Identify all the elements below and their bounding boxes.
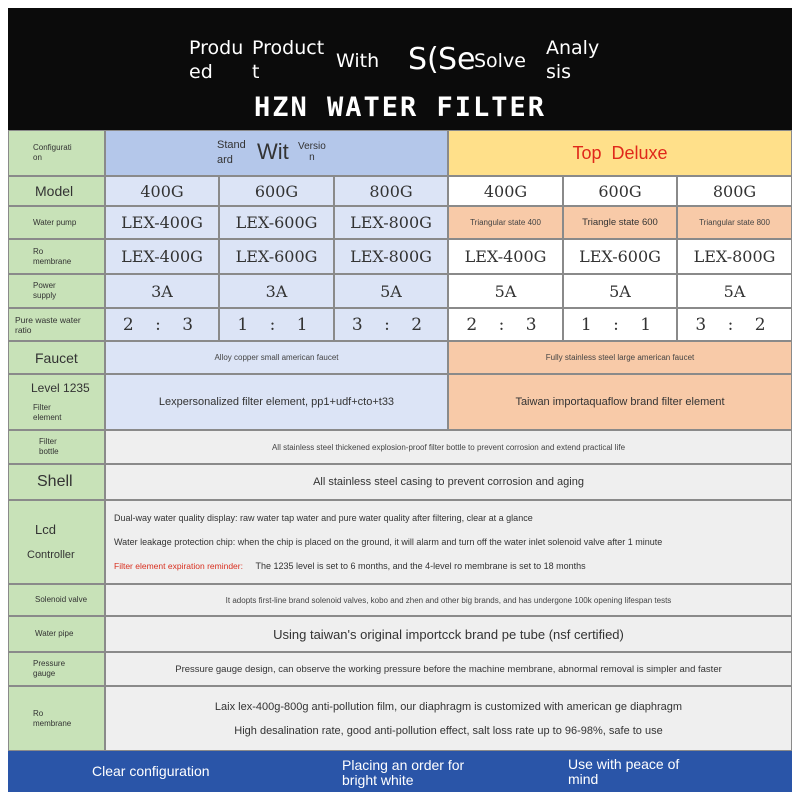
- water-pump-value: LEX-800G: [334, 206, 448, 239]
- model-value: 800G: [677, 176, 792, 206]
- power-supply-value: 5A: [563, 274, 677, 308]
- model-value: 400G: [105, 176, 219, 206]
- label-filter-bottle: Filter bottle: [8, 430, 105, 464]
- footer-banner: [8, 751, 792, 792]
- label-waste-water-ratio: Pure waste water ratio: [8, 308, 105, 341]
- header-word-6: Solve: [474, 50, 526, 72]
- filter-element-standard: Lexpersonalized filter element, pp1+udf+cto+t33: [105, 374, 448, 430]
- header-word-3: With: [336, 50, 380, 72]
- ro-membrane-value: LEX-600G: [563, 239, 677, 274]
- deluxe-version-header: Top Deluxe: [448, 130, 792, 176]
- footer-peace-of-mind: Use with peace of mind: [568, 756, 680, 787]
- model-value: 800G: [334, 176, 448, 206]
- footer-clear-configuration: Clear configuration: [92, 763, 210, 779]
- model-value: 600G: [219, 176, 334, 206]
- faucet-standard: Alloy copper small american faucet: [105, 341, 448, 374]
- label-filter-element: [8, 374, 105, 430]
- standard-word-3: Wit: [257, 139, 289, 164]
- water-pump-value: Triangular state 400: [448, 206, 563, 239]
- label-water-pump: Water pump: [8, 206, 105, 239]
- spec-table: [8, 130, 792, 751]
- header-word-7: Analy sis: [546, 37, 600, 83]
- ro-membrane-value: LEX-800G: [677, 239, 792, 274]
- header-word-5: Se: [438, 42, 476, 77]
- ratio-value: 1 : 1: [219, 308, 334, 341]
- water-pump-value: Triangular state 800: [677, 206, 792, 239]
- header-banner: [8, 8, 792, 130]
- label-shell: Shell: [8, 464, 105, 500]
- standard-version-header: [105, 130, 448, 176]
- faucet-deluxe: Fully stainless steel large american faucet: [448, 341, 792, 374]
- label-ro-membrane-2: Ro membrane: [8, 686, 105, 751]
- header-word-2: Product t: [252, 37, 325, 83]
- standard-word-1: Stand: [217, 139, 246, 151]
- standard-word-2: ard: [217, 154, 233, 166]
- lcd-feature-line: Water leakage protection chip: when the chip is placed on the ground, it will alarm and turn off the water inlet solenoid valve after 1 minute: [114, 537, 663, 547]
- filter-element-label-sub: Filter element: [33, 403, 62, 422]
- header-word-1: Produ ed: [189, 37, 244, 83]
- label-water-pipe: Water pipe: [8, 616, 105, 652]
- filter-element-label-main: Level 1235: [31, 381, 90, 395]
- pressure-gauge-value: Pressure gauge design, can observe the working pressure before the machine membrane, abnormal removal is simpler and faster: [105, 652, 792, 686]
- power-supply-value: 5A: [448, 274, 563, 308]
- ro-membrane-2-line2: High desalination rate, good anti-pollution effect, salt loss rate up to 96-98%, safe to use: [234, 724, 663, 737]
- header-title: HZN WATER FILTER: [253, 92, 547, 123]
- power-supply-value: 3A: [219, 274, 334, 308]
- label-solenoid-valve: Solenoid valve: [8, 584, 105, 616]
- ratio-value: 2 : 3: [105, 308, 219, 341]
- label-ro-membrane: Ro membrane: [8, 239, 105, 274]
- water-pump-value: Triangle state 600: [563, 206, 677, 239]
- label-pressure-gauge: Pressure gauge: [8, 652, 105, 686]
- header-word-4: S(: [408, 42, 439, 77]
- expiration-reminder-text: The 1235 level is set to 6 months, and the 4-level ro membrane is set to 18 months: [255, 561, 586, 571]
- lcd-label-main: Lcd: [35, 522, 56, 537]
- lcd-features: [105, 500, 792, 584]
- lcd-feature-line-3: [114, 561, 586, 571]
- solenoid-value: It adopts first-line brand solenoid valves, kobo and zhen and other big brands, and has undergone 100k opening lifespan tests: [105, 584, 792, 616]
- label-configuration: Configurati on: [8, 130, 105, 176]
- power-supply-value: 3A: [105, 274, 219, 308]
- ro-membrane-2-line1: Laix lex-400g-800g anti-pollution film, our diaphragm is customized with american ge diaphragm: [214, 700, 683, 713]
- ratio-value: 3 : 2: [334, 308, 448, 341]
- label-power-supply: Power supply: [8, 274, 105, 308]
- ratio-value: 3 : 2: [677, 308, 792, 341]
- shell-value: All stainless steel casing to prevent corrosion and aging: [105, 464, 792, 500]
- model-value: 600G: [563, 176, 677, 206]
- ro-membrane-2-value: [105, 686, 792, 751]
- water-pipe-value: Using taiwan's original importcck brand pe tube (nsf certified): [105, 616, 792, 652]
- footer-placing-order: Placing an order for bright white: [342, 757, 465, 788]
- lcd-feature-line: Dual-way water quality display: raw water tap water and pure water quality after filtering, clear at a glance: [114, 513, 533, 523]
- ro-membrane-value: LEX-400G: [448, 239, 563, 274]
- ro-membrane-value: LEX-800G: [334, 239, 448, 274]
- filter-bottle-value: All stainless steel thickened explosion-proof filter bottle to prevent corrosion and extend practical life: [105, 430, 792, 464]
- ro-membrane-value: LEX-600G: [219, 239, 334, 274]
- ro-membrane-value: LEX-400G: [105, 239, 219, 274]
- label-lcd-controller: [8, 500, 105, 584]
- power-supply-value: 5A: [677, 274, 792, 308]
- label-faucet: Faucet: [8, 341, 105, 374]
- lcd-label-sub: Controller: [27, 549, 75, 561]
- water-pump-value: LEX-400G: [105, 206, 219, 239]
- standard-word-4: Versio n: [298, 141, 326, 163]
- power-supply-value: 5A: [334, 274, 448, 308]
- model-value: 400G: [448, 176, 563, 206]
- label-model: Model: [8, 176, 105, 206]
- ratio-value: 2 : 3: [448, 308, 563, 341]
- expiration-reminder-label: Filter element expiration reminder:: [114, 561, 243, 571]
- water-pump-value: LEX-600G: [219, 206, 334, 239]
- ratio-value: 1 : 1: [563, 308, 677, 341]
- filter-element-deluxe: Taiwan importaquaflow brand filter element: [448, 374, 792, 430]
